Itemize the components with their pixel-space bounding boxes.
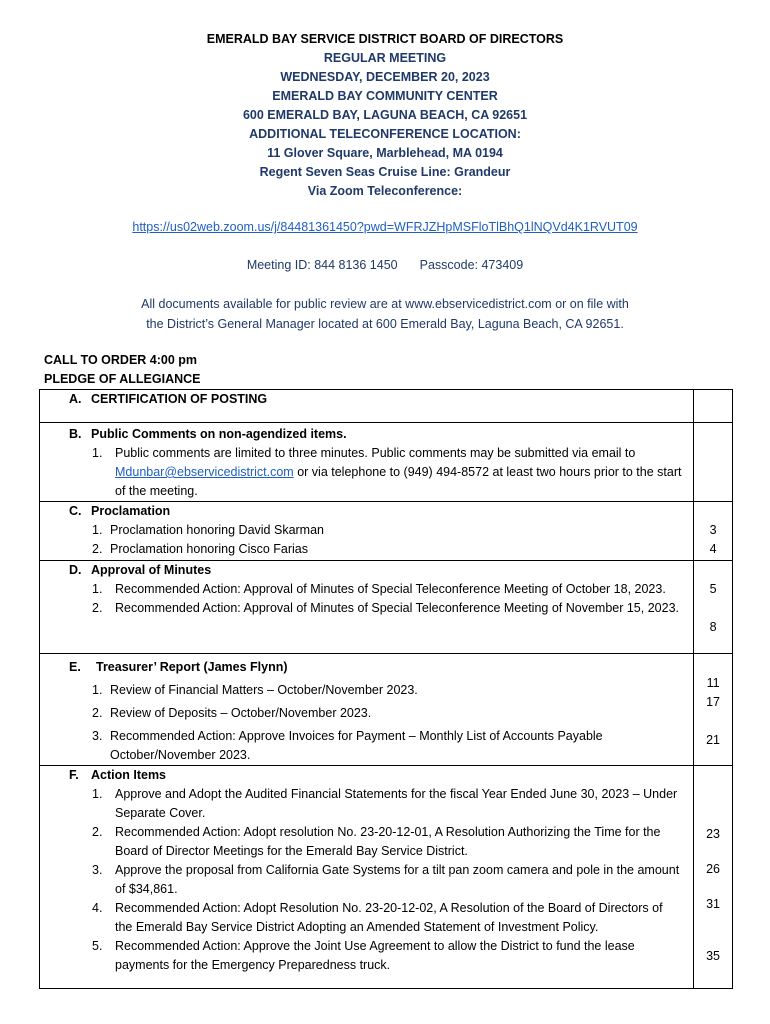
- section-title: [40, 390, 693, 409]
- agenda-section-c: [40, 502, 733, 561]
- call-to-order: CALL TO ORDER 4:00 pm: [44, 353, 198, 367]
- agenda-section-f: [40, 766, 733, 989]
- item-number: 5.: [92, 939, 103, 953]
- agenda-item: [40, 444, 693, 501]
- item-number: 3.: [92, 729, 103, 743]
- item-text: Recommended Action: Approve the Joint Use Agreement to allow the District to fund the lease payments for the Emergency Preparedness truck.: [115, 939, 635, 972]
- zoom-link-row: [0, 220, 770, 234]
- page-number: 26: [706, 862, 720, 876]
- item-number: 3.: [92, 863, 103, 877]
- section-letter: C.: [69, 504, 82, 518]
- item-text: Recommended Action: Approval of Minutes of Special Teleconference Meeting of November 15, 2023.: [115, 601, 679, 615]
- header-line: Regent Seven Seas Cruise Line: Grandeur: [259, 165, 511, 179]
- page-cell: [694, 654, 733, 766]
- page-cell: [694, 423, 733, 502]
- section-letter: D.: [69, 563, 82, 577]
- header-line: 600 EMERALD BAY, LAGUNA BEACH, CA 92651: [242, 108, 528, 122]
- documents-notice: [0, 294, 770, 334]
- page-number: 3: [709, 523, 717, 537]
- section-letter: E.: [69, 660, 81, 674]
- header-line: Via Zoom Teleconference:: [307, 184, 463, 198]
- item-number: 4.: [92, 901, 103, 915]
- document-header: [0, 30, 770, 201]
- agenda-item: [40, 861, 693, 899]
- item-text: Public comments are limited to three minutes. Public comments may be submitted via email to: [115, 446, 636, 460]
- header-line: 11 Glover Square, Marblehead, MA 0194: [267, 146, 503, 160]
- section-title-text: Approval of Minutes: [91, 563, 212, 577]
- agenda-item: [40, 599, 693, 618]
- section-title-text: Proclamation: [91, 504, 171, 518]
- agenda-item: [40, 540, 693, 559]
- agenda-table: [39, 389, 733, 989]
- agenda-item: [40, 823, 693, 861]
- section-title: [40, 502, 693, 521]
- agenda-item: [40, 899, 693, 937]
- documents-notice-line: All documents available for public review are at www.ebservicedistrict.com or on file with: [141, 297, 629, 311]
- item-number: 2.: [92, 825, 103, 839]
- item-text: or via telephone to (949) 494-8572 at least two hours prior to the start of the meeting.: [115, 465, 682, 498]
- section-title-text: Treasurer’ Report (James Flynn): [96, 660, 288, 674]
- item-number: 1.: [92, 683, 103, 697]
- documents-notice-line: the District’s General Manager located at 600 Emerald Bay, Laguna Beach, CA 92651.: [146, 317, 624, 331]
- page-cell: [694, 766, 733, 989]
- page-number: 4: [709, 542, 717, 556]
- page-number: 5: [709, 582, 717, 596]
- page-cell: [694, 390, 733, 423]
- section-letter: A.: [69, 392, 82, 406]
- header-line: EMERALD BAY SERVICE DISTRICT BOARD OF DIRECTORS: [206, 32, 564, 46]
- zoom-link[interactable]: https://us02web.zoom.us/j/84481361450?pwd=WFRJZHpMSFloTlBhQ1lNQVd4K1RVUT09: [132, 220, 638, 234]
- item-number: 2.: [92, 706, 103, 720]
- item-text: Approve the proposal from California Gate Systems for a tilt pan zoom camera and pole in the amount of $34,861.: [115, 863, 680, 896]
- section-title: [40, 766, 693, 785]
- page-number: 8: [709, 620, 717, 634]
- section-title: [40, 658, 693, 677]
- page-number: 31: [706, 897, 720, 911]
- agenda-item: [40, 704, 693, 723]
- item-number: 1.: [92, 523, 103, 537]
- section-title: [40, 561, 693, 580]
- agenda-section-e: [40, 654, 733, 766]
- agenda-section-b: [40, 423, 733, 502]
- agenda-item: [40, 521, 693, 540]
- header-line: REGULAR MEETING: [323, 51, 447, 65]
- page-number: 35: [706, 949, 720, 963]
- pledge-of-allegiance: PLEDGE OF ALLEGIANCE: [44, 372, 201, 386]
- section-title: [40, 425, 693, 444]
- section-title-text: Public Comments on non-agendized items.: [91, 427, 347, 441]
- item-text: Recommended Action: Approve Invoices for Payment – Monthly List of Accounts Payable October/November 2023.: [110, 729, 603, 762]
- page-cell: [694, 502, 733, 561]
- item-text: Proclamation honoring David Skarman: [110, 523, 324, 537]
- item-number: 1.: [92, 582, 103, 596]
- item-number: 2.: [92, 601, 103, 615]
- item-text: Review of Deposits – October/November 2023.: [110, 706, 372, 720]
- passcode: Passcode: 473409: [419, 258, 524, 272]
- email-link[interactable]: Mdunbar@ebservicedistrict.com: [115, 465, 294, 479]
- agenda-item: [40, 681, 693, 700]
- meeting-credentials: [0, 258, 770, 272]
- section-letter: F.: [69, 768, 79, 782]
- page-number: 23: [706, 827, 720, 841]
- item-text: Recommended Action: Adopt resolution No. 23-20-12-01, A Resolution Authorizing the Time for the Board of Director Meetings for the Emerald Bay Service District.: [115, 825, 661, 858]
- item-text: Approve and Adopt the Audited Financial Statements for the fiscal Year Ended June 30, 2023 – Under Separate Cover.: [115, 787, 678, 820]
- header-line: ADDITIONAL TELECONFERENCE LOCATION:: [249, 127, 521, 141]
- page-number: 17: [706, 695, 720, 709]
- item-text: Review of Financial Matters – October/November 2023.: [110, 683, 418, 697]
- meeting-id: Meeting ID: 844 8136 1450: [246, 258, 398, 272]
- section-letter: B.: [69, 427, 82, 441]
- page-cell: [694, 561, 733, 654]
- item-text: Recommended Action: Approval of Minutes of Special Teleconference Meeting of October 18, 2023.: [115, 582, 666, 596]
- header-line: EMERALD BAY COMMUNITY CENTER: [272, 89, 498, 103]
- section-title-text: Action Items: [91, 768, 167, 782]
- item-number: 2.: [92, 542, 103, 556]
- section-title-text: CERTIFICATION OF POSTING: [91, 392, 268, 406]
- item-number: 1.: [92, 787, 103, 801]
- agenda-item: [40, 580, 693, 599]
- opening-items: [44, 351, 201, 389]
- item-number: 1.: [92, 446, 103, 460]
- agenda-item: [40, 937, 693, 975]
- agenda-section-d: [40, 561, 733, 654]
- item-text: Recommended Action: Adopt Resolution No. 23-20-12-02, A Resolution of the Board of Directors of the Emerald Bay Service District Adopting an Amended Statement of Investment Policy.: [115, 901, 663, 934]
- item-text: Proclamation honoring Cisco Farias: [110, 542, 309, 556]
- agenda-item: [40, 785, 693, 823]
- agenda-section-a: [40, 390, 733, 423]
- page-number: 11: [706, 676, 720, 690]
- agenda-item: [40, 727, 693, 765]
- header-line: WEDNESDAY, DECEMBER 20, 2023: [280, 70, 490, 84]
- page-number: 21: [706, 733, 720, 747]
